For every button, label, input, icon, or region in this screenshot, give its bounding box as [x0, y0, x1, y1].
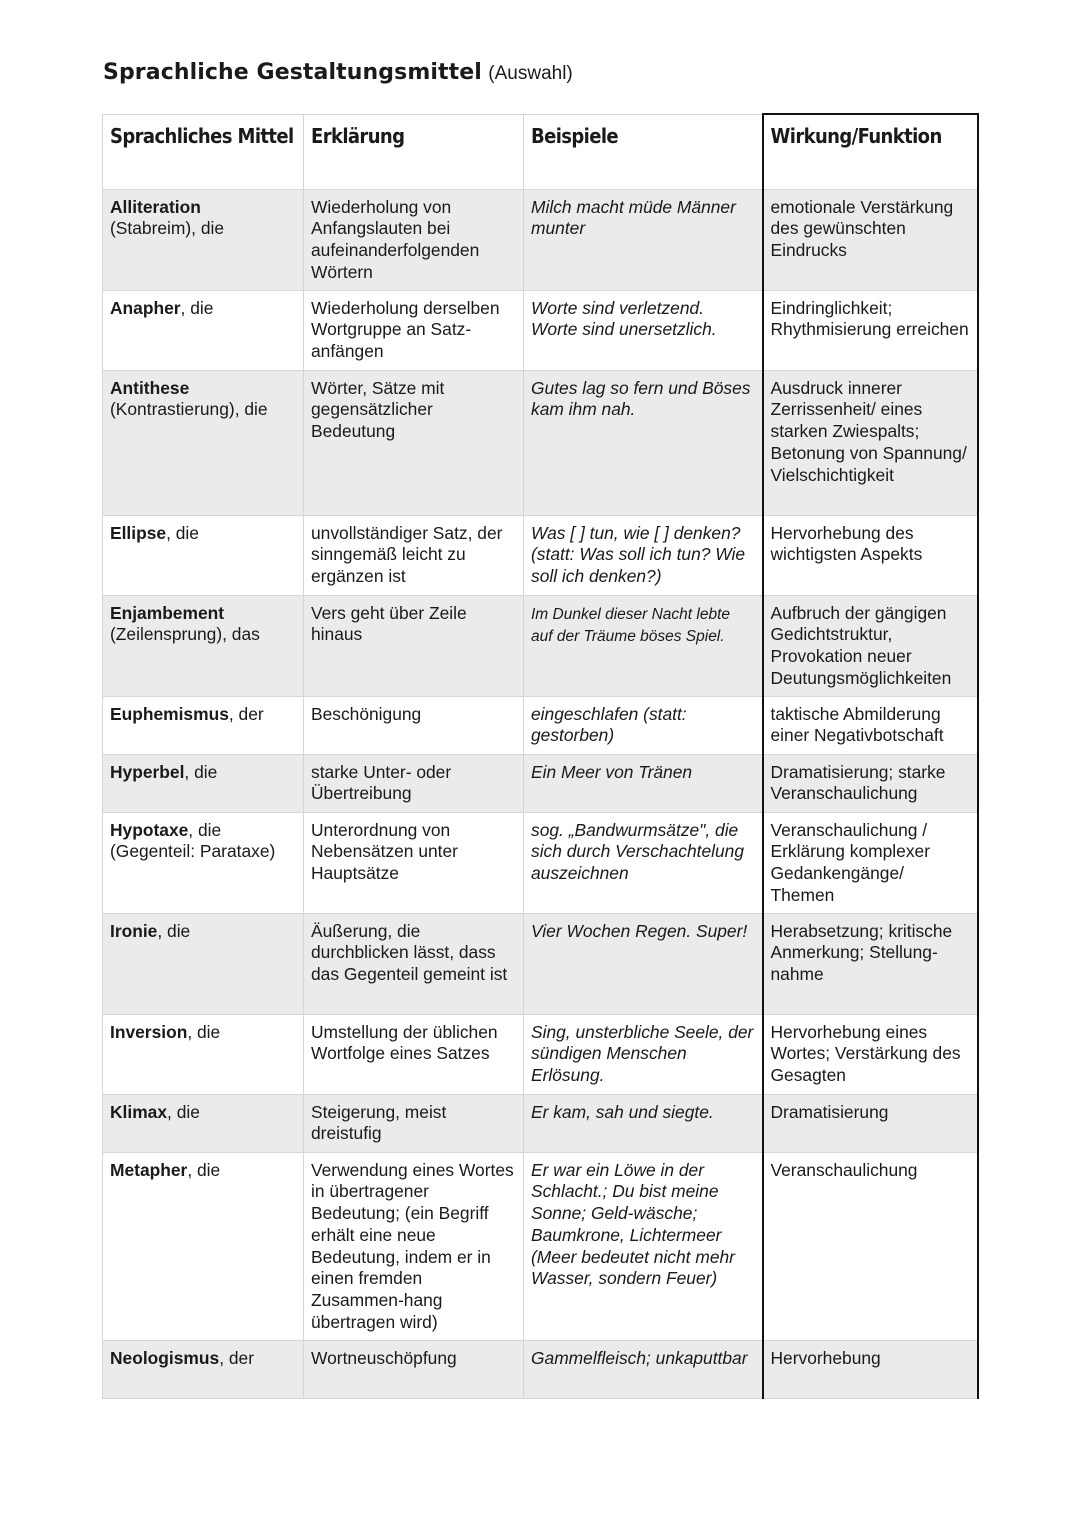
example-cell — [524, 913, 763, 1014]
term-cell — [103, 515, 304, 595]
header-device: Sprachliches Mittel — [103, 114, 304, 189]
term-name: Metapher — [110, 1159, 188, 1180]
explanation-text: Äußerung, die durchblicken lässt, dass das Gegenteil gemeint ist — [311, 920, 508, 985]
effect-cell — [763, 1014, 978, 1094]
example-text: Im Dunkel dieser Nacht lebte auf der Träume böses Spiel. — [531, 605, 731, 645]
title-main: Sprachliche Gestaltungsmittel — [103, 60, 482, 85]
explanation-text: Wortneuschöpfung — [311, 1347, 457, 1368]
explanation-text: Wiederholung von Anfangslauten bei aufeinanderfolgenden Wörtern — [311, 196, 480, 282]
effect-cell — [763, 812, 978, 913]
effect-text: Veranschaulichung — [770, 1159, 918, 1180]
example-cell — [524, 1014, 763, 1094]
term-cell — [103, 370, 304, 515]
example-text: Sing, unsterbliche Seele, der sündigen Menschen Erlösung. — [531, 1021, 754, 1086]
table-row — [103, 913, 978, 1014]
term-suffix: , der — [219, 1347, 255, 1368]
explanation-cell — [304, 1094, 524, 1152]
effect-cell — [763, 1152, 978, 1340]
term-cell — [103, 1340, 304, 1398]
header-effect: Wirkung/Funktion — [763, 114, 978, 189]
explanation-text: Verwendung eines Wortes in übertragener Bedeutung; (ein Begriff erhält eine neue Bedeutung, indem er in einen fremden Zusammen-hang übertragen wird) — [311, 1159, 514, 1333]
effect-text: Hervorhebung — [770, 1347, 881, 1368]
explanation-cell — [304, 189, 524, 290]
term-suffix: , die — [157, 920, 191, 941]
term-suffix: , die — [187, 1159, 221, 1180]
term-suffix: , die — [166, 522, 199, 543]
term-cell — [103, 696, 304, 754]
explanation-cell — [304, 812, 524, 913]
term-cell — [103, 290, 304, 370]
table-row — [103, 812, 978, 913]
term-name: Ironie — [110, 920, 158, 941]
header-examples: Beispiele — [524, 114, 763, 189]
term-name: Inversion — [110, 1021, 188, 1042]
effect-cell — [763, 1340, 978, 1398]
table-row — [103, 290, 978, 370]
term-name: Klimax — [110, 1101, 168, 1122]
example-cell — [524, 754, 763, 812]
example-text: sog. „Bandwurmsätze", die sich durch Verschachtelung auszeichnen — [531, 819, 744, 884]
table-row — [103, 595, 978, 696]
explanation-text: Steigerung, meist dreistufig — [311, 1101, 447, 1144]
explanation-text: Wörter, Sätze mit gegensätzlicher Bedeutung — [311, 377, 445, 442]
term-name: Neologismus — [110, 1347, 220, 1368]
explanation-text: Beschönigung — [311, 703, 422, 724]
term-cell — [103, 1152, 304, 1340]
effect-text: Herabsetzung; kritische Anmerkung; Stellung- nahme — [770, 920, 953, 985]
effect-text: Hervorhebung eines Wortes; Verstärkung des Gesagten — [770, 1021, 961, 1086]
example-cell — [524, 1152, 763, 1340]
table-row — [103, 754, 978, 812]
page-title — [103, 58, 573, 85]
effect-cell — [763, 696, 978, 754]
example-text: Worte sind verletzend. Worte sind unersetzlich. — [531, 297, 717, 340]
effect-cell — [763, 290, 978, 370]
term-cell — [103, 1094, 304, 1152]
table-row — [103, 515, 978, 595]
table-row — [103, 189, 978, 290]
effect-text: Ausdruck innerer Zerrissenheit/ eines starken Zwiespalts; Betonung von Spannung/ Vielschichtigkeit — [770, 377, 967, 485]
explanation-text: unvollständiger Satz, der sinngemäß leicht zu ergänzen ist — [311, 522, 503, 587]
effect-cell — [763, 370, 978, 515]
effect-cell — [763, 913, 978, 1014]
header-explanation: Erklärung — [304, 114, 524, 189]
explanation-cell — [304, 754, 524, 812]
example-text: Vier Wochen Regen. Super! — [531, 920, 748, 941]
table-row — [103, 696, 978, 754]
explanation-cell — [304, 1340, 524, 1398]
explanation-text: Umstellung der üblichen Wortfolge eines Satzes — [311, 1021, 498, 1064]
explanation-cell — [304, 595, 524, 696]
term-suffix: , die — [167, 1101, 200, 1122]
term-suffix: (Kontrastierung), die — [110, 399, 268, 420]
term-name: Anapher — [110, 297, 181, 318]
term-cell — [103, 754, 304, 812]
effect-cell — [763, 595, 978, 696]
term-name: Euphemismus — [110, 703, 229, 724]
table-row — [103, 1340, 978, 1398]
term-name: Hyperbel — [110, 761, 185, 782]
effect-cell — [763, 189, 978, 290]
term-suffix: , die — [180, 297, 214, 318]
term-suffix: , die — [184, 761, 218, 782]
term-name: Enjambement — [110, 602, 225, 623]
term-cell — [103, 1014, 304, 1094]
example-cell — [524, 189, 763, 290]
effect-cell — [763, 754, 978, 812]
term-name: Ellipse — [110, 522, 167, 543]
term-suffix: (Stabreim), die — [110, 218, 225, 239]
example-cell — [524, 1094, 763, 1152]
explanation-cell — [304, 290, 524, 370]
term-name: Alliteration — [110, 196, 201, 217]
table-row — [103, 1014, 978, 1094]
term-cell — [103, 812, 304, 913]
table-row — [103, 1094, 978, 1152]
example-text: Was [ ] tun, wie [ ] denken? (statt: Was soll ich tun? Wie soll ich denken?) — [531, 522, 746, 587]
example-cell — [524, 290, 763, 370]
explanation-text: starke Unter- oder Übertreibung — [311, 761, 452, 804]
term-name: Antithese — [110, 377, 190, 398]
effect-cell — [763, 515, 978, 595]
term-cell — [103, 189, 304, 290]
explanation-cell — [304, 696, 524, 754]
example-text: Er kam, sah und siegte. — [531, 1101, 714, 1122]
example-text: Er war ein Löwe in der Schlacht.; Du bist meine Sonne; Geld-wäsche; Baumkrone, Lichtermeer (Meer bedeutet nicht mehr Wasser, sondern Feuer) — [531, 1159, 735, 1289]
table-row — [103, 370, 978, 515]
explanation-text: Vers geht über Zeile hinaus — [311, 602, 467, 645]
effect-text: Aufbruch der gängigen Gedichtstruktur, Provokation neuer Deutungsmöglichkeiten — [770, 602, 952, 688]
effect-text: Eindringlichkeit; Rhythmisierung erreichen — [770, 297, 969, 340]
effect-cell — [763, 1094, 978, 1152]
explanation-cell — [304, 515, 524, 595]
explanation-text: Wiederholung derselben Wortgruppe an Satz- anfängen — [311, 297, 500, 362]
table-header-row — [103, 114, 978, 189]
term-cell — [103, 913, 304, 1014]
term-name: Hypotaxe — [110, 819, 189, 840]
effect-text: Dramatisierung; starke Veranschaulichung — [770, 761, 946, 804]
effect-text: Dramatisierung — [770, 1101, 889, 1122]
title-sub: (Auswahl) — [488, 63, 573, 84]
stylistic-devices-table — [102, 113, 979, 1399]
explanation-cell — [304, 370, 524, 515]
explanation-text: Unterordnung von Nebensätzen unter Hauptsätze — [311, 819, 458, 884]
example-cell — [524, 370, 763, 515]
example-text: Ein Meer von Tränen — [531, 761, 693, 782]
term-suffix: (Zeilensprung), das — [110, 624, 260, 645]
explanation-cell — [304, 1014, 524, 1094]
example-text: Gutes lag so fern und Böses kam ihm nah. — [531, 377, 751, 420]
explanation-cell — [304, 913, 524, 1014]
example-text: Milch macht müde Männer munter — [531, 196, 736, 239]
example-text: eingeschlafen (statt: gestorben) — [531, 703, 687, 746]
example-text: Gammelfleisch; unkaputtbar — [531, 1347, 748, 1368]
term-suffix: , die — [187, 1021, 221, 1042]
effect-text: emotionale Verstärkung des gewünschten Eindrucks — [770, 196, 954, 261]
example-cell — [524, 1340, 763, 1398]
example-cell — [524, 515, 763, 595]
example-cell — [524, 696, 763, 754]
term-suffix: , die (Gegenteil: Parataxe) — [110, 819, 276, 862]
effect-text: Hervorhebung des wichtigsten Aspekts — [770, 522, 923, 565]
explanation-cell — [304, 1152, 524, 1340]
term-cell — [103, 595, 304, 696]
effect-text: Veranschaulichung / Erklärung komplexer Gedankengänge/ Themen — [770, 819, 930, 905]
example-cell — [524, 812, 763, 913]
term-suffix: , der — [228, 703, 264, 724]
example-cell — [524, 595, 763, 696]
table-row — [103, 1152, 978, 1340]
effect-text: taktische Abmilderung einer Negativbotschaft — [770, 703, 944, 746]
